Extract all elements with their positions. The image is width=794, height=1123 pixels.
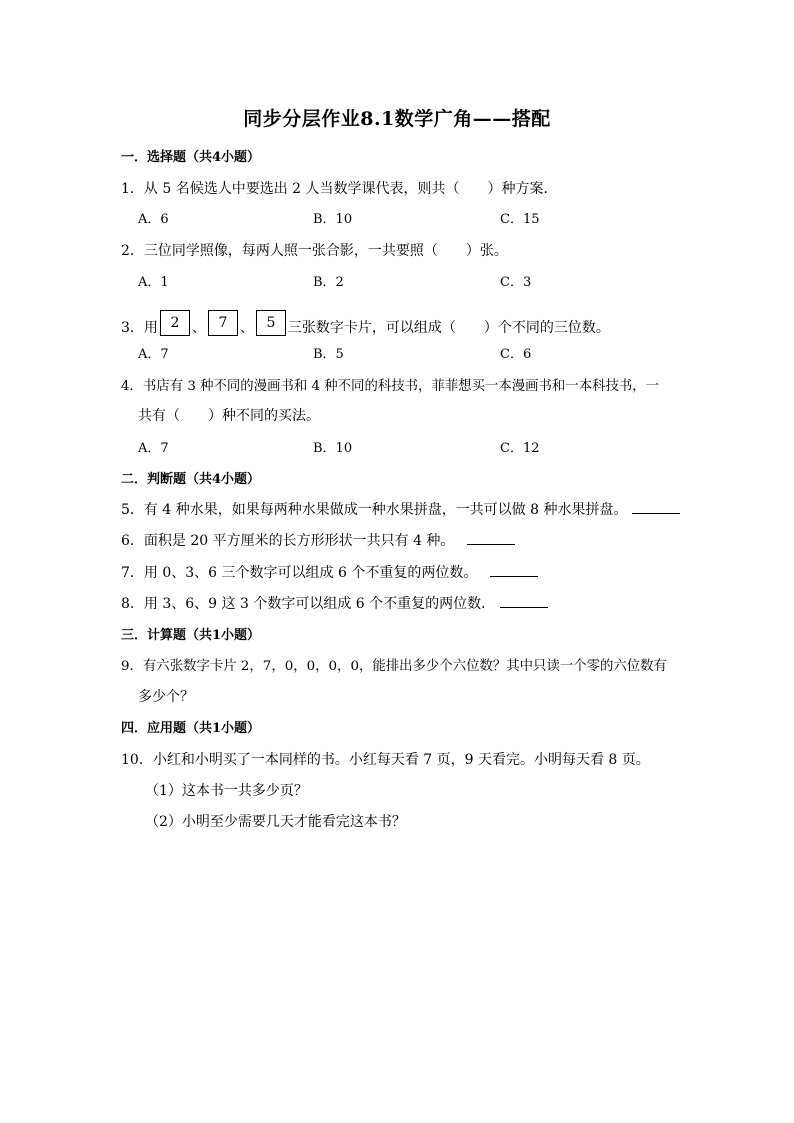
question-5: [121, 499, 680, 519]
section-heading-calc: 三．计算题（共1小题）: [121, 628, 261, 643]
answer-blank[interactable]: [467, 532, 515, 545]
section-heading-application: 四．应用题（共1小题）: [121, 721, 261, 736]
number-card-2: 2: [160, 310, 190, 336]
q3-option-b: B．5: [313, 347, 344, 362]
question-2: 2．三位同学照像，每两人照一张合影，一共要照（ ）张。: [121, 243, 508, 259]
question-8: [121, 593, 548, 613]
card-separator: 、: [239, 320, 254, 336]
question-9-line-2: 多少个？: [138, 689, 194, 705]
answer-blank[interactable]: [490, 564, 538, 577]
q3-option-c: C．6: [500, 347, 532, 362]
q4-option-a: A．7: [138, 441, 169, 456]
question-10-sub-2: （2）小明至少需要几天才能看完这本书？: [145, 814, 406, 830]
q8-text: 8．用 3、6、9 这 3 个数字可以组成 6 个不重复的两位数．: [121, 596, 496, 612]
q1-option-c: C．15: [500, 212, 540, 227]
section-heading-judge: 二．判断题（共4小题）: [121, 472, 261, 487]
number-card-7: 7: [208, 310, 238, 336]
card-separator: 、: [191, 320, 206, 336]
question-4-line-2: 共有（ ）种不同的买法。: [138, 408, 320, 424]
question-1: 1．从 5 名候选人中要选出 2 人当数学课代表，则共（ ）种方案．: [121, 181, 558, 197]
q7-text: 7．用 0、3、6 三个数字可以组成 6 个不重复的两位数。: [121, 565, 478, 581]
q1-option-b: B．10: [313, 212, 353, 227]
q4-option-b: B．10: [313, 441, 353, 456]
page-title: 同步分层作业8.1数学广角——搭配: [243, 108, 551, 130]
number-card-5: 5: [256, 310, 286, 336]
q3-option-a: A．7: [138, 347, 169, 362]
question-7: [121, 562, 538, 582]
question-3: [121, 315, 610, 341]
q2-option-c: C．3: [500, 275, 532, 290]
section-heading-choice: 一．选择题（共4小题）: [121, 150, 261, 165]
q4-option-c: C．12: [500, 441, 540, 456]
question-10-sub-1: （1）这本书一共多少页？: [145, 783, 308, 799]
answer-blank[interactable]: [632, 501, 680, 514]
question-4-line-1: 4．书店有 3 种不同的漫画书和 4 种不同的科技书，菲菲想买一本漫画书和一本科技书，一: [121, 379, 660, 394]
question-6: [121, 530, 515, 550]
q1-option-a: A．6: [138, 212, 169, 227]
q6-text: 6．面积是 20 平方厘米的长方形形状一共只有 4 种。: [121, 533, 455, 549]
question-10: 10．小红和小明买了一本同样的书。小红每天看 7 页，9 天看完。小明每天看 8 页。: [121, 752, 650, 768]
q2-option-b: B．2: [313, 275, 344, 290]
question-9-line-1: 9．有六张数字卡片 2，7，0，0，0，0，能排出多少个六位数？其中只读一个零的六位数有: [121, 659, 667, 674]
answer-blank[interactable]: [500, 595, 548, 608]
q5-text: 5．有 4 种水果，如果每两种水果做成一种水果拼盘，一共可以做 8 种水果拼盘。: [121, 502, 628, 518]
q3-suffix: 三张数字卡片，可以组成（ ）个不同的三位数。: [287, 320, 610, 336]
q2-option-a: A．1: [138, 275, 169, 290]
q3-prefix: 3．用: [121, 320, 158, 336]
